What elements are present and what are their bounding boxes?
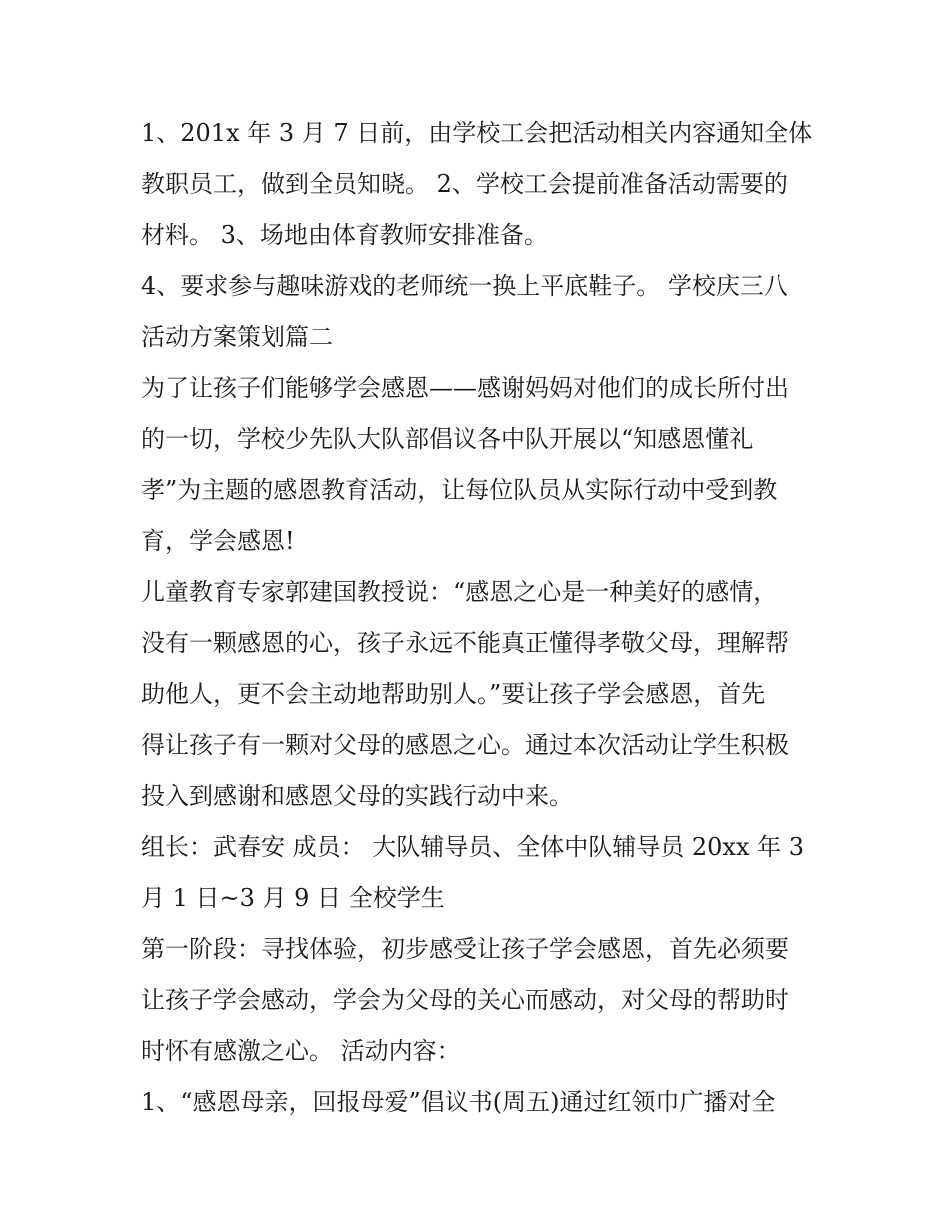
text-line: 孝”为主题的感恩教育活动，让每位队员从实际行动中受到教: [141, 476, 778, 504]
text-line: 时怀有感激之心。 活动内容：: [141, 1037, 461, 1065]
text-line: 组长：武春安 成员： 大队辅导员、全体中队辅导员 20xx 年 3: [141, 833, 805, 861]
text-line: 1、“感恩母亲，回报母爱”倡议书(周五)通过红领巾广播对全: [141, 1088, 776, 1116]
text-line: 第一阶段：寻找体验，初步感受让孩子学会感恩，首先必须要: [141, 935, 789, 963]
text-line: 儿童教育专家郭建国教授说：“感恩之心是一种美好的感情，: [141, 578, 778, 606]
text-line: 材料。 3、场地由体育教师安排准备。: [141, 221, 548, 249]
text-line: 4、要求参与趣味游戏的老师统一换上平底鞋子。 学校庆三八: [141, 272, 788, 300]
text-line: 没有一颗感恩的心，孩子永远不能真正懂得孝敬父母，理解帮: [141, 629, 789, 657]
text-line: 1、201x 年 3 月 7 日前，由学校工会把活动相关内容通知全体: [141, 119, 813, 147]
text-line: 投入到感谢和感恩父母的实践行动中来。: [141, 782, 573, 810]
text-line: 让孩子学会感动，学会为父母的关心而感动，对父母的帮助时: [141, 986, 789, 1014]
text-line: 助他人，更不会主动地帮助别人。”要让孩子学会感恩，首先: [141, 680, 766, 708]
text-line: 为了让孩子们能够学会感恩——感谢妈妈对他们的成长所付出: [141, 374, 789, 402]
text-line: 月 1 日~3 月 9 日 全校学生: [141, 884, 445, 912]
document-body: [141, 108, 821, 1128]
text-line: 育，学会感恩!: [141, 527, 295, 555]
text-line: 活动方案策划篇二: [141, 323, 333, 351]
text-line: 得让孩子有一颗对父母的感恩之心。通过本次活动让学生积极: [141, 731, 789, 759]
text-line: 的一切，学校少先队大队部倡议各中队开展以“知感恩懂礼: [141, 425, 754, 453]
text-line: 教职员工，做到全员知晓。 2、学校工会提前准备活动需要的: [141, 170, 788, 198]
